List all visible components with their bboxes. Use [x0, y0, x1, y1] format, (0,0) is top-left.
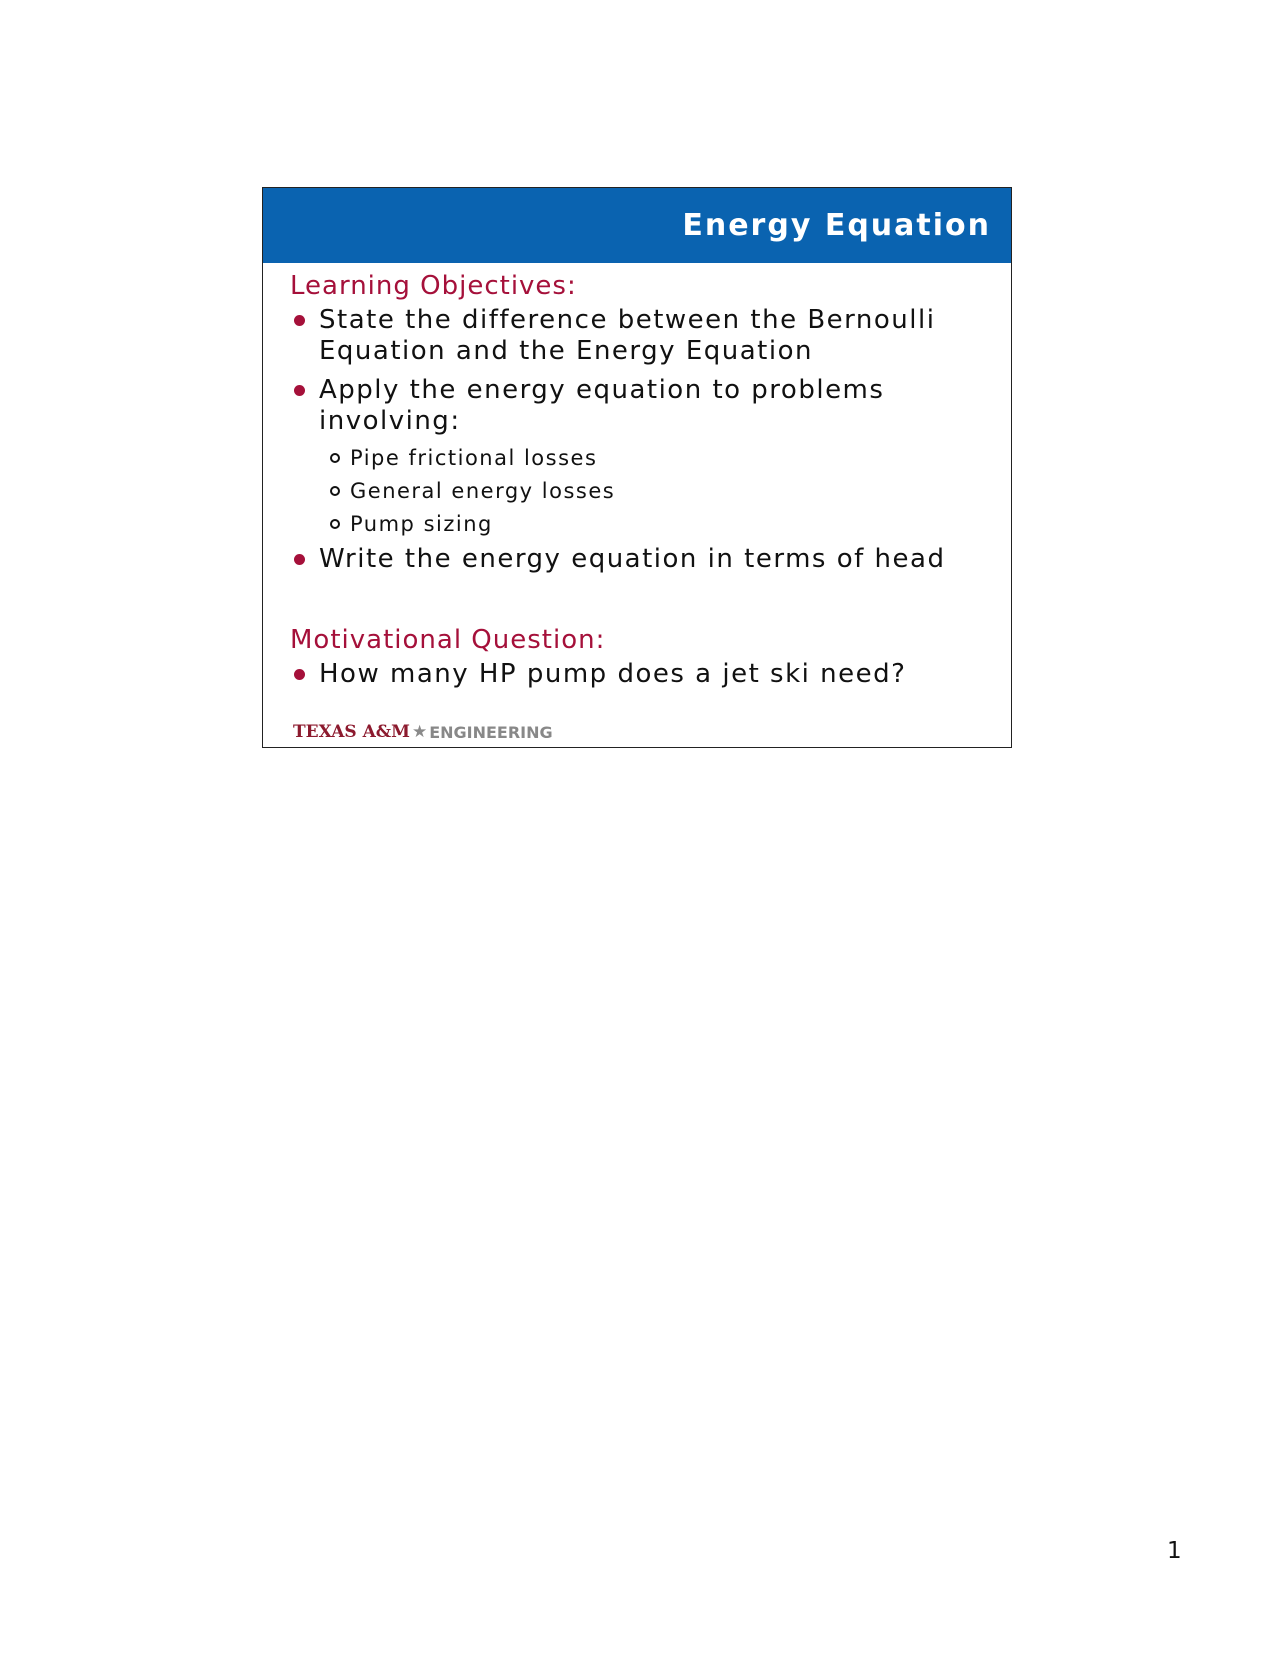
bullet-text-line: How many HP pump does a jet ski need?: [319, 659, 907, 689]
bullet-text-line: State the difference between the Bernoulli: [319, 305, 936, 335]
sub-bullet-ring-icon: [330, 453, 340, 463]
bullet-text-line: Equation and the Energy Equation: [319, 336, 813, 366]
bullet-text-line: Write the energy equation in terms of head: [319, 544, 946, 574]
sub-bullet-ring-icon: [330, 486, 340, 496]
logo-texas-am-text: TEXAS A&M: [293, 722, 410, 742]
slide-title: Energy Equation: [682, 208, 991, 243]
page-number: 1: [1167, 1538, 1182, 1564]
bullet-dot-icon: [294, 554, 305, 565]
sub-bullet-text: General energy losses: [350, 479, 616, 503]
bullet-text-line: Apply the energy equation to problems: [319, 375, 885, 405]
bullet-dot-icon: [294, 385, 305, 396]
sub-bullet-text: Pump sizing: [350, 512, 493, 536]
sub-bullet-text: Pipe frictional losses: [350, 446, 598, 470]
bullet-text-line: involving:: [319, 406, 461, 436]
logo-star-icon: ★: [411, 722, 428, 742]
logo-engineering-text: ENGINEERING: [429, 722, 553, 742]
slide: [262, 187, 1012, 748]
bullet-dot-icon: [294, 315, 305, 326]
motivational-question-heading: Motivational Question:: [290, 625, 606, 655]
texas-am-engineering-logo: [293, 722, 553, 742]
slide-header: [263, 188, 1011, 263]
sub-bullet-ring-icon: [330, 519, 340, 529]
learning-objectives-heading: Learning Objectives:: [290, 271, 577, 301]
bullet-dot-icon: [294, 669, 305, 680]
